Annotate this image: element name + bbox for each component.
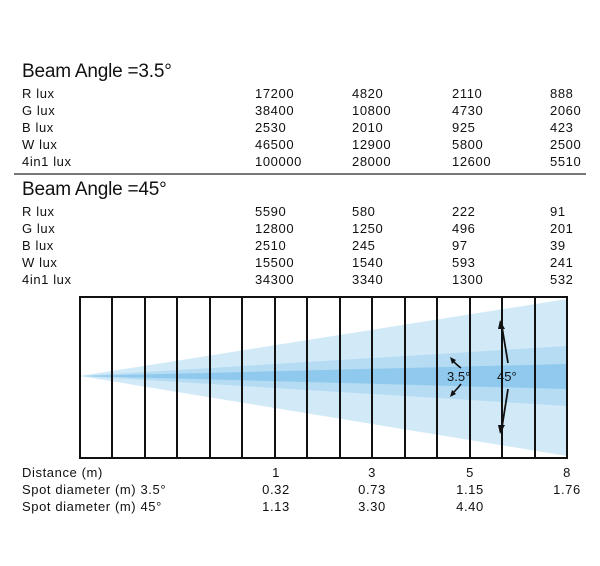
row-value: 2010 (352, 120, 384, 135)
row-value: 888 (550, 86, 574, 101)
row-label: W lux (22, 137, 58, 152)
row-value: 423 (550, 120, 574, 135)
row-value: 97 (452, 238, 468, 253)
spot35-value: 1.76 (553, 482, 581, 497)
row-value: 5510 (550, 154, 582, 169)
row-value: 38400 (255, 103, 295, 118)
distance-label: Distance (m) (22, 465, 103, 480)
row-label: G lux (22, 103, 56, 118)
section2-title: Beam Angle =45° (22, 179, 167, 200)
row-value: 201 (550, 221, 574, 236)
row-label: G lux (22, 221, 56, 236)
row-label: B lux (22, 238, 54, 253)
row-value: 100000 (255, 154, 302, 169)
row-value: 15500 (255, 255, 295, 270)
row-value: 12900 (352, 137, 392, 152)
spot35-row (0, 482, 600, 499)
row-value: 10800 (352, 103, 392, 118)
spot35-value: 0.32 (262, 482, 290, 497)
row-value: 532 (550, 272, 574, 287)
spot45-value: 4.40 (456, 499, 484, 514)
row-value: 5800 (452, 137, 484, 152)
section1-title: Beam Angle =3.5° (22, 61, 172, 82)
row-value: 4820 (352, 86, 384, 101)
row-value: 2510 (255, 238, 287, 253)
row-value: 2500 (550, 137, 582, 152)
wide-angle-label: 45° (497, 369, 517, 384)
row-value: 222 (452, 204, 476, 219)
spot35-value: 1.15 (456, 482, 484, 497)
row-value: 46500 (255, 137, 295, 152)
spot45-row (0, 499, 600, 516)
distance-value: 3 (368, 465, 376, 480)
spot35-value: 0.73 (358, 482, 386, 497)
row-value: 1250 (352, 221, 384, 236)
row-value: 241 (550, 255, 574, 270)
row-value: 17200 (255, 86, 295, 101)
row-value: 28000 (352, 154, 392, 169)
distance-value: 1 (272, 465, 280, 480)
spot45-value: 1.13 (262, 499, 290, 514)
row-value: 39 (550, 238, 566, 253)
row-value: 5590 (255, 204, 287, 219)
row-label: B lux (22, 120, 54, 135)
row-label: 4in1 lux (22, 154, 72, 169)
distance-value: 8 (563, 465, 571, 480)
row-value: 12600 (452, 154, 492, 169)
row-label: W lux (22, 255, 58, 270)
row-value: 2060 (550, 103, 582, 118)
row-value: 1300 (452, 272, 484, 287)
row-value: 1540 (352, 255, 384, 270)
row-value: 4730 (452, 103, 484, 118)
spot45-value: 3.30 (358, 499, 386, 514)
row-label: R lux (22, 86, 55, 101)
row-value: 2110 (452, 86, 483, 101)
row-value: 925 (452, 120, 476, 135)
row-value: 12800 (255, 221, 295, 236)
distance-value: 5 (466, 465, 474, 480)
distance-row (0, 465, 600, 482)
row-value: 34300 (255, 272, 295, 287)
spot35-label: Spot diameter (m) 3.5° (22, 482, 167, 497)
row-label: R lux (22, 204, 55, 219)
narrow-angle-label: 3.5° (447, 369, 471, 384)
spot45-label: Spot diameter (m) 45° (22, 499, 162, 514)
row-value: 593 (452, 255, 476, 270)
row-value: 245 (352, 238, 376, 253)
beam-cones (80, 299, 567, 456)
row-value: 3340 (352, 272, 384, 287)
row-label: 4in1 lux (22, 272, 72, 287)
row-value: 2530 (255, 120, 287, 135)
row-value: 496 (452, 221, 476, 236)
row-value: 580 (352, 204, 376, 219)
row-value: 91 (550, 204, 566, 219)
